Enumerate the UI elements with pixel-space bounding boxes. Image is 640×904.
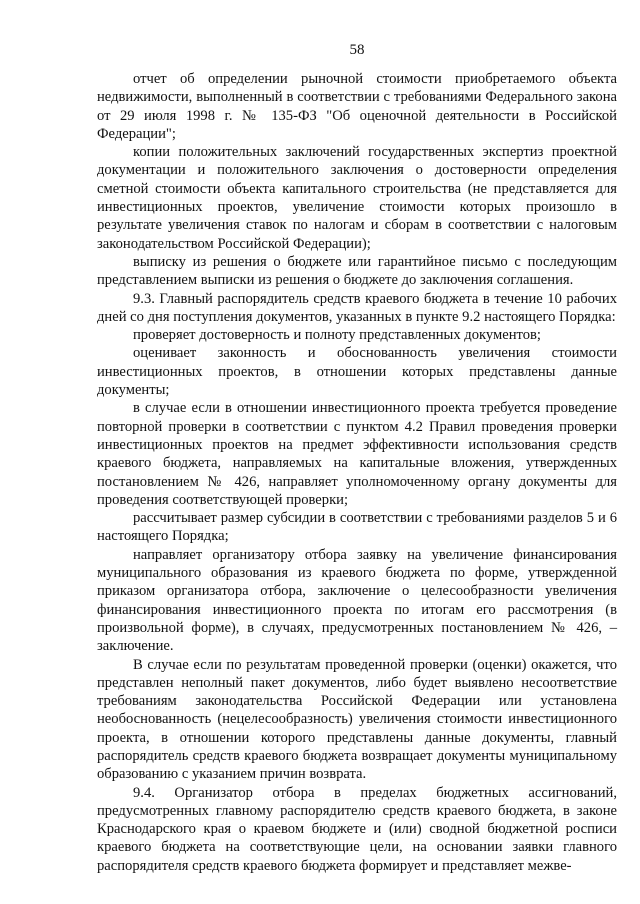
paragraph-checks-validity: проверяет достоверность и полноту представленных документов; — [133, 327, 541, 344]
paragraph-sends-application: направляет организатору отбора заявку на увеличение финансирования муниципального образования из краевого бюджета по форме, утвержденной приказом организатора отбора, заключение о целесообразности увеличения финансирования инвестиционного проекта по итогам его рассмотрения (в произвольной форме), в случаях, предусмотренных постановлением № 426, – заключение. — [97, 546, 617, 655]
paragraph-expertise-copies: копии положительных заключений государственных экспертиз проектной документации и положительного заключения о достоверности определения сметной стоимости объекта капитального строительства (не представляется для инвестиционных проектов, увеличение стоимости которых произошло в результате увеличения ставок по налогам и сборам в соответствии с налоговым законодательством Российской Федерации); — [97, 144, 617, 252]
paragraph-calculates-subsidy: рассчитывает размер субсидии в соответствии с требованиями разделов 5 и 6 настоящего Порядка; — [97, 510, 617, 545]
page-number: 58 — [349, 42, 365, 58]
paragraph-appraisal-report: отчет об определении рыночной стоимости приобретаемого объекта недвижимости, выполненный в соответствии с требованиями Федерального закона от 29 июля 1998 г. № 135-ФЗ "Об оценочной деятельности в Российской Федерации"; — [97, 71, 617, 142]
paragraph-budget-extract: выписку из решения о бюджете или гарантийное письмо с последующим представлением выписки из решения о бюджете до заключения соглашения. — [97, 253, 617, 289]
document-body — [97, 70, 617, 875]
paragraph-repeat-check: в случае если в отношении инвестиционного проекта требуется проведение повторной проверки в соответствии с пунктом 4.2 Правил проведения проверки инвестиционных проектов на предмет эффективности использования средств краевого бюджета, направляемых на капитальные вложения, утвержденных постановлением № 426, направляет уполномоченному органу документы для проведения соответствующей проверки; — [97, 400, 617, 508]
document-page — [97, 40, 617, 875]
paragraph-9-3: 9.3. Главный распорядитель средств краевого бюджета в течение 10 рабочих дней со дня поступления документов, указанных в пункте 9.2 настоящего Порядка: — [97, 290, 617, 325]
paragraph-incomplete-package: В случае если по результатам проведенной проверки (оценки) окажется, что представлен неполный пакет документов, либо будет выявлено несоответствие требованиям законодательства Российской Федерации или установлена необоснованность (нецелесообразность) увеличения стоимости инвестиционного проекта, в отношении которого представлены данные документы, главный распорядитель средств краевого бюджета возвращает документы муниципальному образованию с указанием причин возврата. — [97, 656, 617, 783]
paragraph-9-4: 9.4. Организатор отбора в пределах бюджетных ассигнований, предусмотренных главному распорядителю средств краевого бюджета, в законе Краснодарского края о краевом бюджете и (или) сводной бюджетной росписи краевого бюджета на соответствующие цели, на основании заявки главного распорядителя средств краевого бюджета формирует и представляет межве- — [97, 784, 617, 874]
paragraph-assesses-legality: оценивает законность и обоснованность увеличения стоимости инвестиционных проектов, в отношении которых представлены данные документы; — [97, 345, 617, 399]
